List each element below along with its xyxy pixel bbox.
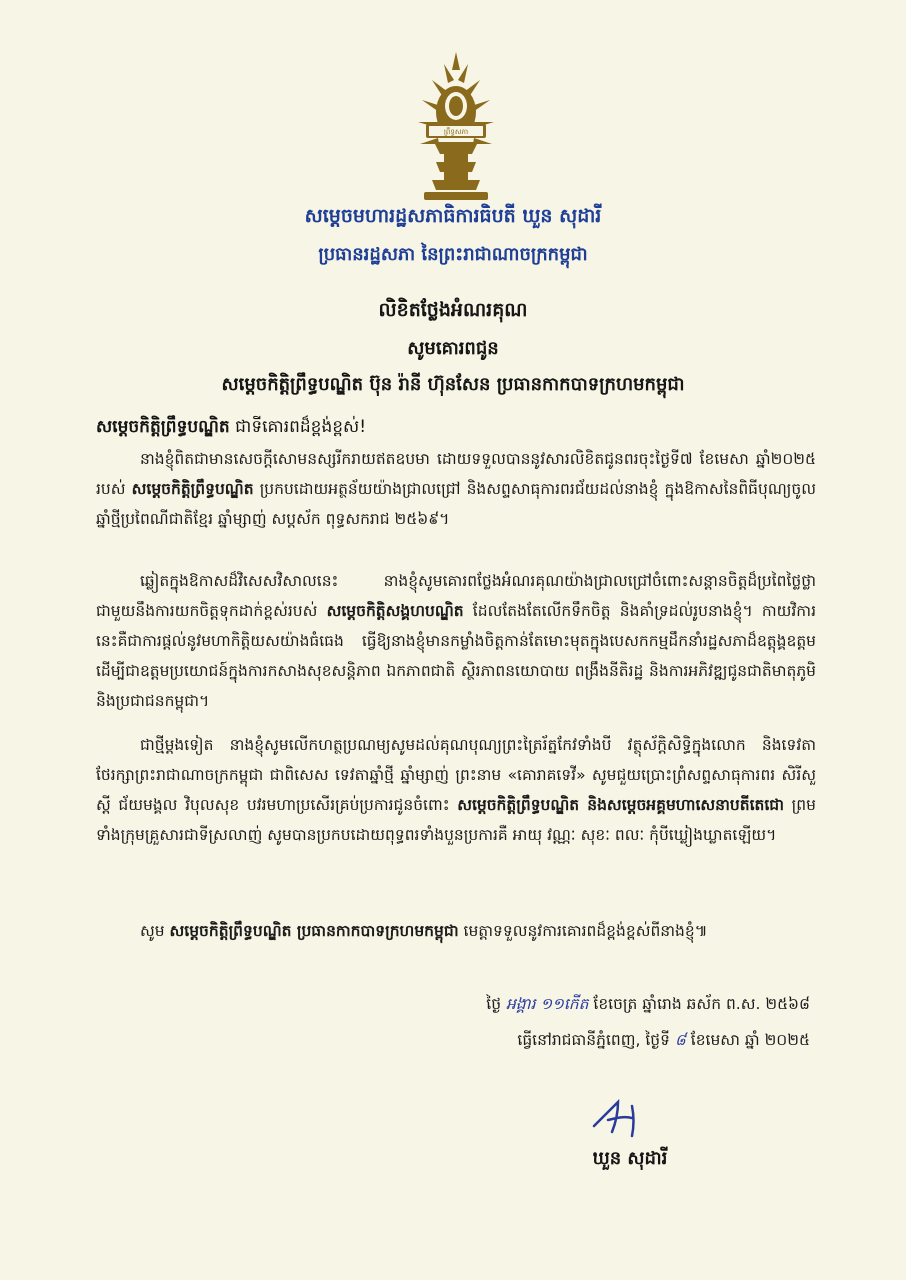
salutation-rest: ជាទីគោរពដ៏ខ្ពង់ខ្ពស់!	[229, 417, 367, 437]
sender-title: សម្តេចមហារដ្ឋសភាធិការធិបតី ឃួន សុដារី	[304, 205, 602, 227]
paragraph-3-text-c: ព្រមទាំងក្រុមគ្រួសារជាទីស្រលាញ់ សូមបានប្រកបដោយពុទ្ធពរទាំងបួនប្រការគឺ អាយុ វណ្ណៈ សុខៈ ពលៈ កុំបីឃ្លៀងឃ្លាតឡើយ។	[96, 796, 816, 844]
sender-position: ប្រធានរដ្ឋសភា នៃព្រះរាជាណាចក្រកម្ពុជា	[318, 244, 588, 265]
paragraph-4-text-a: សូម	[140, 922, 170, 940]
paragraph-4-bold: សម្តេចកិត្តិព្រឹទ្ធបណ្ឌិត ប្រធានកាកបាទក្រហមកម្ពុជា	[169, 922, 459, 940]
lunar-date-suffix: ខែចេត្រ ឆ្នាំរោង ឆស័ក ព.ស. ២៥៦៨	[588, 995, 810, 1013]
salutation	[96, 416, 816, 441]
paragraph-3-text-a: ជាថ្មីម្តងទៀត នាងខ្ញុំសូមលើកហត្ថប្រណម្យសូមដល់គុណបុណ្យព្រះត្រៃរ័ត្នកែវទាំងបី វត្ថុស័ក្តិសិទ្ធិក្នុងលោក និងទេវតាថែរក្សាព្រះរាជាណាចក្រកម្ពុជា ជាពិសេស ទេវតាឆ្នាំថ្មី ឆ្នាំម្សាញ់ ព្រះនាម «គោរាគទេវី» សូមជួយប្រោះព្រំសព្ទសាធុការពរ សិរីសួស្តី ជ័យមង្គល វិបុលសុខ បវរមហាប្រសើរគ្រប់ប្រការជូនចំពោះ	[96, 736, 816, 814]
paragraph-1-text-a: នាងខ្ញុំពិតជាមានសេចក្តីសោមនស្សរីករាយឥតឧបមា ដោយទទួលបាននូវសារលិខិតជូនពរចុះថ្ងៃទី៧ ខែមេសា ឆ្នាំ២០២៥ របស់	[96, 450, 816, 498]
paragraph-3-bold: សម្តេចកិត្តិព្រឹទ្ធបណ្ឌិត និងសម្តេចអគ្គមហាសេនាបតីតេជោ	[457, 796, 785, 814]
lunar-date-prefix: ថ្ងៃ	[486, 995, 506, 1013]
paragraph-2	[96, 566, 816, 716]
emblem-label: ព្រឹទ្ធសភា	[443, 128, 469, 136]
lunar-date-line	[486, 994, 810, 1017]
senate-emblem-icon	[414, 50, 498, 202]
lunar-date-handwritten: អង្គារ ១១កើត	[505, 995, 589, 1013]
paragraph-2-text-c: ដែលតែងតែលើកទឹកចិត្ត និងគាំទ្រដល់រូបនាងខ្ញុំ។ កាយវិការនេះគឺជាការផ្តល់នូវមហាកិត្តិយសយ៉ាងធំធេង ធ្វើឱ្យនាងខ្ញុំមានកម្លាំងចិត្តកាន់តែមោះមុតក្នុងបេសកកម្មដឹកនាំរដ្ឋសភាដ៏ឧត្តុង្គឧត្តម ដើម្បីជាឧត្តមប្រយោជន៍ក្នុងការកសាងសុខសន្តិភាព ឯកភាពជាតិ ស្ថិរភាពនយោបាយ ពង្រឹងនីតិរដ្ឋ និងការអភិវឌ្ឍជូនជាតិមាតុភូមិ និងប្រជាជនកម្ពុជា។	[96, 602, 816, 710]
letter-addressee-intro: សូមគោរពជូន	[407, 338, 499, 359]
solar-date-suffix: ខែមេសា ឆ្នាំ ២០២៥	[685, 1031, 810, 1049]
letter-title: លិខិតថ្លែងអំណរគុណ	[378, 299, 528, 321]
paragraph-1-bold: សម្តេចកិត្តិព្រឹទ្ធបណ្ឌិត	[131, 480, 254, 498]
paragraph-2-text-a: ឆ្លៀតក្នុងឱកាសដ៏វិសេសវិសាលនេះ នាងខ្ញុំសូមគោរពថ្លែងអំណរគុណយ៉ាងជ្រាលជ្រៅចំពោះសន្ដានចិត្តដ៏ប្រពៃថ្លៃថ្លា ជាមួយនឹងការយកចិត្តទុកដាក់ខ្ពស់របស់	[96, 572, 816, 620]
paragraph-4	[96, 916, 816, 946]
solar-date-line	[517, 1030, 810, 1053]
paragraph-1	[96, 444, 816, 534]
salutation-title: សម្តេចកិត្តិព្រឹទ្ធបណ្ឌិត	[96, 417, 230, 437]
paragraph-1-text-c: ប្រកបដោយអត្ថន័យយ៉ាងជ្រាលជ្រៅ និងសព្ទសាធុការពរជ័យដល់នាងខ្ញុំ ក្នុងឱកាសនៃពិធីបុណ្យចូលឆ្នាំថ្មីប្រពៃណីជាតិខ្មែរ ឆ្នាំម្សាញ់ សប្តស័ក ពុទ្ធសករាជ ២៥៦៩។	[96, 480, 816, 528]
signer-name: ឃួន សុដារី	[592, 1148, 668, 1169]
solar-date-prefix: ធ្វើនៅរាជធានីភ្នំពេញ, ថ្ងៃទី	[517, 1031, 675, 1049]
solar-date-handwritten: ៨	[674, 1031, 686, 1049]
letter-recipient: សម្តេចកិត្តិព្រឹទ្ធបណ្ឌិត ប៊ុន រ៉ានី ហ៊ុនសែន ប្រធានកាកបាទក្រហមកម្ពុជា	[221, 374, 685, 395]
paragraph-4-text-c: មេត្តាទទួលនូវការគោរពដ៏ខ្ពង់ខ្ពស់ពីនាងខ្ញុំ៕	[458, 922, 708, 940]
paragraph-2-bold: សម្តេចកិត្តិសង្គហបណ្ឌិត	[326, 602, 464, 620]
handwritten-signature	[588, 1096, 658, 1140]
paragraph-3	[96, 730, 816, 850]
